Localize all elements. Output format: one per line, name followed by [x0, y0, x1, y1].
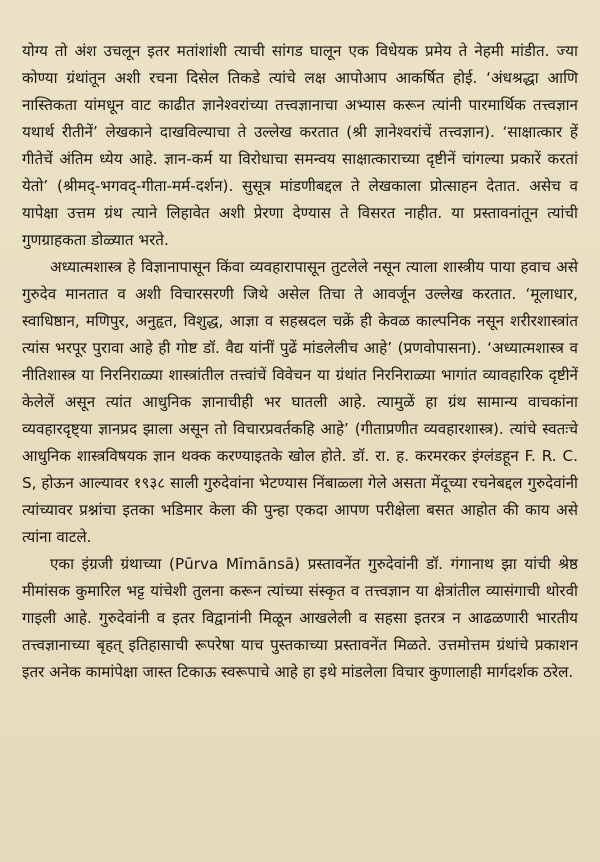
paragraph-2: अध्यात्मशास्त्र हे विज्ञानापासून किंवा व्यवहारापासून तुटलेले नसून त्याला शास्त्रीय पाया हवाच असे गुरुदेव मानतात व अशी विचारसरणी जिथे असेल तिचा ते आवर्जून उल्लेख करतात. ‘मूलाधार, स्वाधिष्ठान, मणिपुर, अनुहृत, विशुद्ध, आज्ञा व सहस्रदल चक्रें ही केवळ काल्पनिक नसून शरीरशास्त्रांत त्यांस भरपूर पुरावा आहे ही गोष्ट डॉ. वैद्य यांनीं पुढें मांडलेलीच आहे’ (प्रणवोपासना). ‘अध्यात्मशास्त्र व नीतिशास्त्र या निरनिराळ्या शास्त्रांतील तत्त्वांचें विवेचन या ग्रंथांत निरनिराळ्या भागांत व्यावहारिक दृष्टीनें केलेलें असून त्यांत आधुनिक ज्ञानाचीही भर घातली आहे. त्यामुळें हा ग्रंथ सामान्य वाचकांना व्यवहारदृष्ट्या ज्ञानप्रद झाला असून तो विचारप्रवर्तकहि आहे’ (गीताप्रणीत व्यवहारशास्त्र). त्यांचे स्वतःचे आधुनिक शास्त्रविषयक ज्ञान थक्क करण्याइतके खोल होते. डॉ. रा. ह. करमरकर इंग्लंडहून F. R. C. S, होऊन आल्यावर १९३८ साली गुरुदेवांना भेटण्यास निंबाळ्ला गेले असता मेंदूच्या रचनेबद्दल गुरुदेवांनी त्यांच्यावर प्रश्नांचा इतका भडिमार केला की पुन्हा एकदा आपण परीक्षेला बसत आहोत की काय असे त्यांना वाटले. [22, 258, 578, 546]
paragraph-1: योग्य तो अंश उचलून इतर मतांशांशी त्याची सांगड घालून एक विधेयक प्रमेय ते नेहमी मांडीत. ज्या कोण्या ग्रंथांतून अशी रचना दिसेल तिकडे त्यांचे लक्ष आपोआप आकर्षित होई. ‘अंधश्रद्धा आणि नास्तिकता यांमधून वाट काढीत ज्ञानेश्वरांच्या तत्त्वज्ञानाचा अभ्यास करून त्यांनी पारमार्थिक तत्त्वज्ञान यथार्थ रीतीनें’ लेखकाने दाखविल्याचा ते उल्लेख करतात (श्री ज्ञानेश्वरांचें तत्त्वज्ञान). ‘साक्षात्कार हें गीतेचें अंतिम ध्येय आहे. ज्ञान-कर्म या विरोधाचा समन्वय साक्षात्काराच्या दृष्टीनें चांगल्या प्रकारें करतां येतो’ (श्रीमद्-भगवद्-गीता-मर्म-दर्शन). सुसूत्र मांडणीबद्दल ते लेखकाला प्रोत्साहन देतात. असेच व यापेक्षा उत्तम ग्रंथ त्याने लिहावेत अशी प्रेरणा देण्यास ते विसरत नाहीत. या प्रस्तावनांतून त्यांची गुणग्राहकता डोळ्यात भरते. [22, 42, 578, 249]
paragraph-3: एका इंग्रजी ग्रंथाच्या (Pūrva Mīmānsā) प्रस्तावनेंत गुरुदेवांनी डॉ. गंगानाथ झा यांची श्रेष्ठ मीमांसक कुमारिल भट्ट यांचेशी तुलना करून त्यांच्या संस्कृत व तत्त्वज्ञान या क्षेत्रांतील व्यासंगाची थोरवी गाइली आहे. गुरुदेवांनी व इतर विद्वानांनी मिळून आखलेली व सहसा इतरत्र न आढळणारी भारतीय तत्त्वज्ञानाच्या बृहत् इतिहासाची रूपरेषा याच पुस्तकाच्या प्रस्तावनेंत मिळते. उत्तमोत्तम ग्रंथांचे प्रकाशन इतर अनेक कामांपेक्षा जास्त टिकाऊ स्वरूपाचे आहे हा इथे मांडलेला विचार कुणालाही मार्गदर्शक ठरेल. [22, 555, 578, 681]
